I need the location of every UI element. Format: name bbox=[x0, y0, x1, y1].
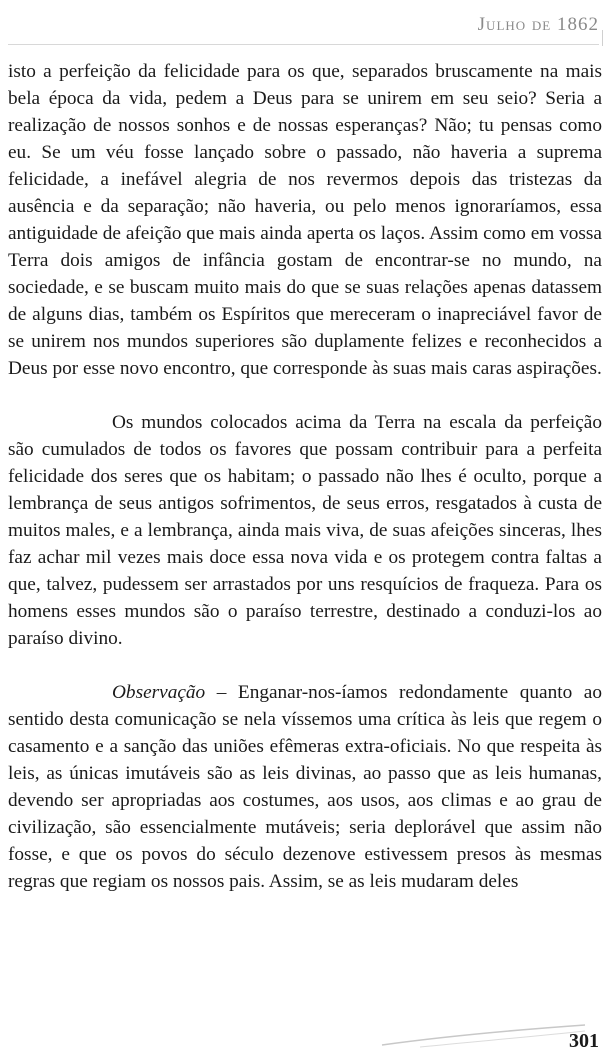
header-rule bbox=[8, 44, 599, 45]
page-number: 301 bbox=[569, 1030, 599, 1052]
paragraph-worlds: Os mundos colocados acima da Terra na escala da perfeição são cumulados de todos os favores que possam contribuir para a perfeita felicidade dos seres que os habitam; o passado não lhes é oculto, porque a lembrança de seus antigos sofrimentos, de seus erros, resgatados à custa de muitos males, e a lembrança, ainda mais viva, de suas afeições sinceras, lhes faz achar mil vezes mais doce essa nova vida e os protegem contra faltas a que, talvez, pudessem ser arrastados por uns resquícios de fraqueza. Para os homens esses mundos são o paraíso terrestre, destinado a conduzi-los ao paraíso divino. bbox=[8, 412, 602, 649]
paragraph-continuation: isto a perfeição da felicidade para os que, separados bruscamente na mais bela época da vida, pedem a Deus para se unirem em seu seio? Seria a realização de nossos sonhos e de nossas esperanças? Não; tu pensas como eu. Se um véu fosse lançado sobre o passado, não haveria a suprema felicidade, a inefável alegria de nos revermos depois das tristezas da ausência e da separação; não haveria, ou pelo menos ignoraríamos, essa antiguidade de afeição que mais ainda aperta os laços. Assim como em vossa Terra dois amigos de infância gostam de encontrar-se no mundo, na sociedade, e se buscam muito mais do que se suas relações apenas datassem de alguns dias, também os Espíritos que mereceram o inapreciável favor de se unirem nos mundos superiores são duplamente felizes e reconhecidos a Deus por esse novo encontro, que corresponde às suas mais caras aspirações. bbox=[8, 61, 602, 379]
paragraph-observation bbox=[8, 679, 602, 895]
footer-swoosh-ornament bbox=[380, 1019, 590, 1049]
observation-text: – Enganar-nos-íamos redondamente quanto ao sentido desta comunicação se nela víssemos uma crítica às leis que regem o casamento e a sanção das uniões efêmeras extra-oficiais. No que respeita às leis, as únicas imutáveis são as leis divinas, ao passo que as leis humanas, devendo ser apropriadas aos costumes, aos usos, aos climas e ao grau de civilização, são essencialmente mutáveis; seria deplorável que assim não fosse, e que os povos do século dezenove estivessem presos às mesmas regras que regiam os nossos pais. Assim, se as leis mudaram deles bbox=[8, 682, 602, 892]
running-header: Julho de 1862 bbox=[477, 14, 599, 35]
header-rule-tick bbox=[602, 30, 603, 46]
page-body bbox=[8, 58, 602, 895]
observation-label: Observação bbox=[112, 682, 206, 703]
